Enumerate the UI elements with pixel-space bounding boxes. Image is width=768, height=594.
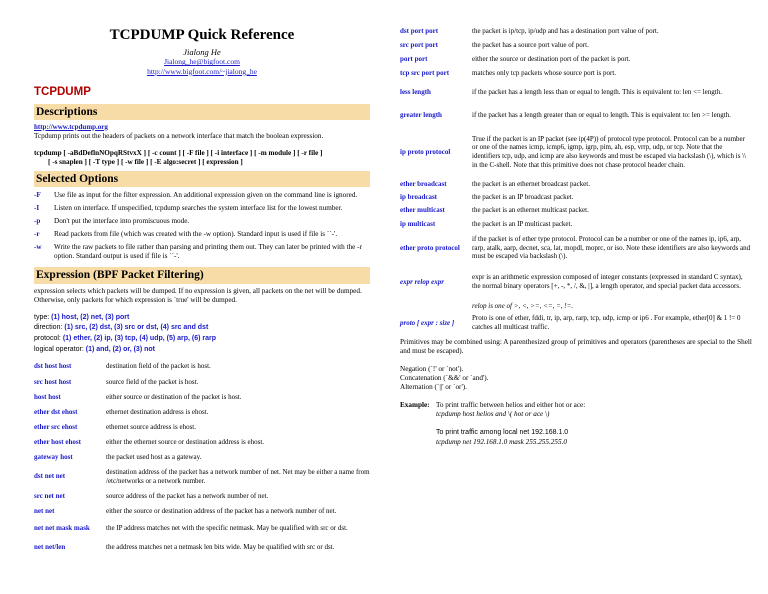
example-line-1: To print traffic between helios and either hot or ace: xyxy=(436,401,586,409)
protocol-values: (1) ether, (2) ip, (3) tcp, (4) udp, (5) arp, (6) rarp xyxy=(62,335,217,343)
option-key: -F xyxy=(34,191,41,200)
expression-intro: expression selects which packets will be dumped. If no expression is given, all packets on the net will be dumped. Otherwise, only packets for which expression is `true' will be dumped. xyxy=(34,286,362,304)
option-desc: Write the raw packets to file rather than parsing and printing them out. They can later be printed with the -r option. Standard output is used if file is ``-'. xyxy=(54,243,362,261)
primitive-row: net net either the source or destination address of the packet has a network number of net. xyxy=(34,506,337,515)
primitive-row: ether src ehost ethernet source address is ehost. xyxy=(34,422,196,431)
combine-text: Primitives may be combined using: A parenthesized group of primitives and operators (parentheses are special to the Shell and must be escaped). xyxy=(400,338,752,355)
option-item xyxy=(34,243,370,261)
primitive-row: net net/len the address matches net a netmask len bits wide. May be qualified with src or dst. xyxy=(34,543,335,552)
primitive-row: less length if the packet has a length less than or equal to length. This is equivalent to: len <= length. xyxy=(400,87,722,96)
author-name: Jialong He xyxy=(183,46,221,57)
negation-text: Negation (`!' or `not'). xyxy=(400,365,464,373)
option-item xyxy=(34,230,370,239)
option-item xyxy=(34,204,370,213)
description-text: Tcpdump prints out the headers of packets on a network interface that match the boolean expression. xyxy=(34,131,324,140)
option-key: -w xyxy=(34,243,42,252)
primitive-row: src host host source field of the packet is host. xyxy=(34,377,199,386)
primitive-row: src net net source address of the packet has a network number of net. xyxy=(34,491,269,500)
option-desc: Use file as input for the filter expression. An additional expression given on the command line is ignored. xyxy=(54,191,358,200)
primitive-row: tcp src port port matches only tcp packets whose source port is port. xyxy=(400,68,617,77)
primitive-row: dst port port the packet is ip/tcp, ip/udp and has a destination port value of port. xyxy=(400,26,659,35)
type-line: type: (1) host, (2) net, (3) port xyxy=(34,313,130,321)
example-line-2: To print traffic among local net 192.168.1.0 xyxy=(436,429,569,436)
example-label: Example: xyxy=(400,401,430,409)
options-list xyxy=(34,191,370,261)
author-url-link[interactable]: http://www.bigfoot.com/~jialong_he xyxy=(147,66,257,76)
direction-line: direction: (1) src, (2) dst, (3) src or dst, (4) src and dst xyxy=(34,324,209,332)
example-cmd-1: tcpdump host helios and \( hot or ace \) xyxy=(436,410,550,418)
synopsis-line-2: [ -s snaplen ] [ -T type ] [ -w file ] [ -E algo:secret ] [ expression ] xyxy=(48,157,243,166)
primitive-row: ip proto protocol True if the packet is an IP packet (see ip(4P)) of protocol type protocol. Protocol can be a number or one of the names icmp, icmp6, igmp, igrp, pim, ah, esp, vrrp, udp, or tcp. Note that the identifiers tcp, udp, and icmp are also keywords and must be escaped via backslash (\), which is \\ in the C-shell. Note that this primitive does not chase protocol header chain. xyxy=(400,134,747,169)
protocol-line: protocol: (1) ether, (2) ip, (3) tcp, (4) udp, (5) arp, (6) rarp xyxy=(34,335,217,343)
primitive-row: relop is one of >, <, >=, <=, =, !=. xyxy=(472,301,574,310)
page-title: TCPDUMP Quick Reference xyxy=(109,27,295,43)
left-column xyxy=(34,0,370,557)
primitive-row: ip multicast the packet is an IP multicast packet. xyxy=(400,219,573,228)
option-item xyxy=(34,217,370,226)
primitive-row: expr relop expr expr is an arithmetic expression composed of integer constants (expressed in standard C syntax), the normal binary operators [+, -, *, /, &, |], a length operator, and special packet data accessors. xyxy=(400,273,743,290)
example-block xyxy=(400,401,752,410)
option-key: -p xyxy=(34,217,41,226)
primitive-row: net net mask mask the IP address matches net with the specific netmask. May be qualified with src or dst. xyxy=(34,524,348,533)
primitive-row: ether proto protocol if the packet is of ether type protocol. Protocol can be a number or one of the names ip, ip6, arp, rarp, atalk, aarp, decnet, sca, lat, mopdl, moprc, or iso. Note these identifiers are also keywords and must be escaped via backslash (\). xyxy=(400,234,751,261)
tcpdump-heading: TCPDUMP xyxy=(34,86,91,99)
primitive-row: ether broadcast the packet is an ethernet broadcast packet. xyxy=(400,180,590,189)
primitive-row: dst net net destination address of the packet has a network number of net. Net may be either a name from /etc/networks or a network number. xyxy=(34,467,370,485)
primitive-row: ether multicast the packet is an ethernet multicast packet. xyxy=(400,206,589,215)
logical-line: logical operator: (1) and, (2) or, (3) not xyxy=(34,345,155,353)
primitives-right-table xyxy=(400,24,752,333)
primitive-row: dst host host destination field of the packet is host. xyxy=(34,361,211,370)
primitive-row: src port port the packet has a source port value of port. xyxy=(400,40,589,49)
option-desc: Listen on interface. If unspecified, tcpdump searches the system interface list for the lowest number. xyxy=(54,204,343,213)
primitive-row: greater length if the packet has a length greater than or equal to length. This is equivalent to: len >= length. xyxy=(400,110,731,119)
option-key: -r xyxy=(34,230,40,239)
option-item xyxy=(34,191,370,200)
primitive-row: ether host ehost either the ethernet source or destination address is ehost. xyxy=(34,437,265,446)
author-email-link[interactable]: Jialong_he@bigfoot.com xyxy=(164,57,240,67)
option-key: -I xyxy=(34,204,40,213)
primitive-row: proto [ expr : size ] Proto is one of ether, fddi, tr, ip, arp, rarp, tcp, udp, icmp or ip6 . For example, ether[0] & 1 != 0 catches all multicast traffic. xyxy=(400,314,741,331)
type-values: (1) host, (2) net, (3) port xyxy=(51,313,130,321)
selected-options-heading: Selected Options xyxy=(34,171,370,187)
tcpdump-org-link[interactable]: http://www.tcpdump.org xyxy=(34,122,108,131)
primitive-row: port port either the source or destination port of the packet is port. xyxy=(400,54,631,63)
example-cmd-2: tcpdump net 192.168.1.0 mask 255.255.255.0 xyxy=(436,437,567,446)
primitive-row: ip broadcast the packet is an IP broadcast packet. xyxy=(400,193,574,202)
primitives-left-table xyxy=(34,358,370,557)
primitive-row: host host either source or destination of the packet is host. xyxy=(34,392,242,401)
option-desc: Read packets from file (which was created with the -w option). Standard input is used if file is ``-'. xyxy=(54,230,338,239)
alternation-text: Alternation (`||' or `or'). xyxy=(400,383,467,391)
primitive-row: gateway host the packet used host as a gateway. xyxy=(34,452,202,461)
descriptions-heading: Descriptions xyxy=(34,104,370,120)
primitive-row: ether dst ehost ethernet destination address is ehost. xyxy=(34,407,209,416)
synopsis-line-1: tcpdump [ -aBdDeflnNOpqRStvxX ] [ -c count ] [ -F file ] [ -i interface ] [ -m module ] [ -r file ] xyxy=(34,148,323,157)
logical-values: (1) and, (2) or, (3) not xyxy=(85,345,155,353)
concatenation-text: Concatenation (`&&' or `and'). xyxy=(400,374,489,382)
direction-values: (1) src, (2) dst, (3) src or dst, (4) src and dst xyxy=(64,324,209,332)
right-column xyxy=(400,24,752,447)
option-desc: Don't put the interface into promiscuous mode. xyxy=(54,217,190,226)
expression-heading: Expression (BPF Packet Filtering) xyxy=(34,267,370,283)
